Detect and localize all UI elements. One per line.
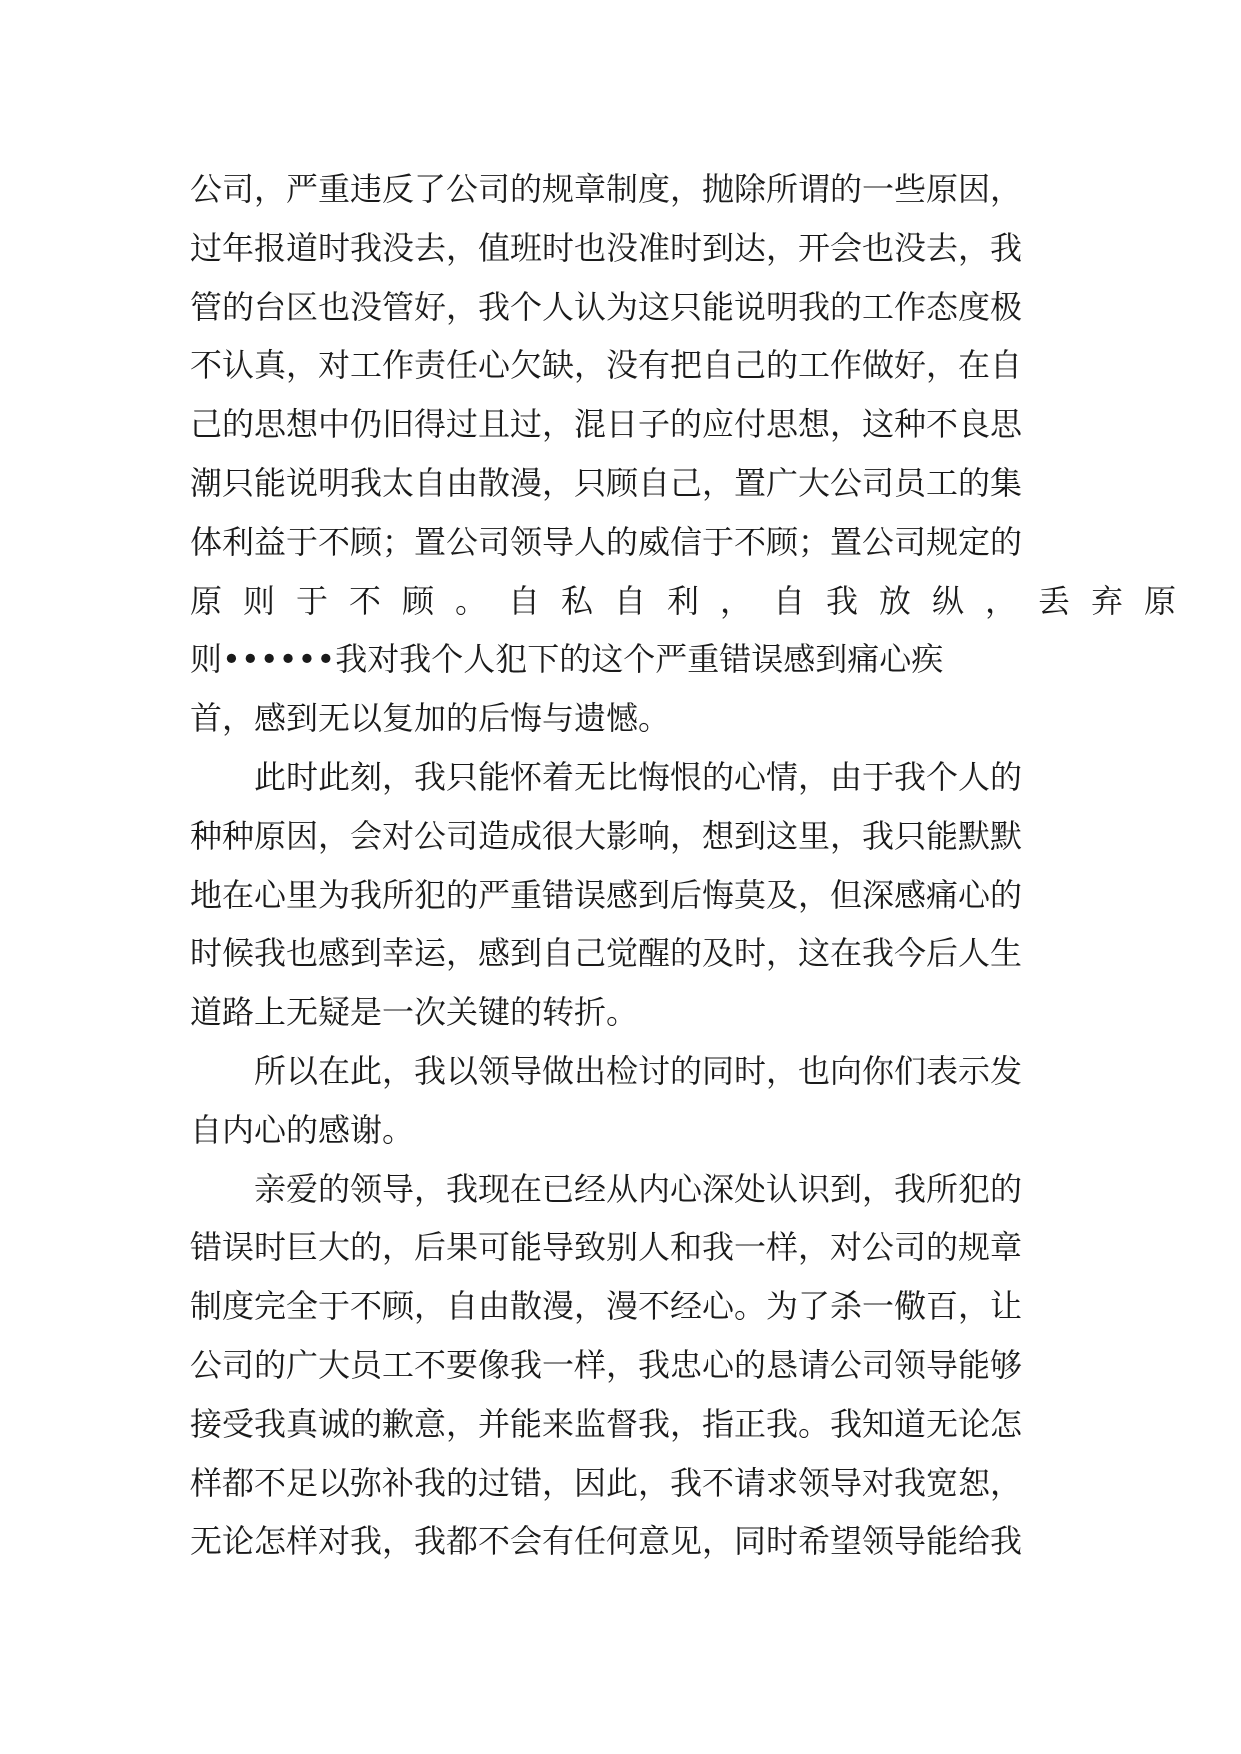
text-line: 地在心里为我所犯的严重错误感到后悔莫及，但深感痛心的 [190,875,1023,914]
paragraph-first-line: 亲爱的领导，我现在已经从内心深处认识到，我所犯的 [254,1169,1023,1208]
text-line: 种种原因，会对公司造成很大影响，想到这里，我只能默默 [190,816,1023,855]
text-line: 管的台区也没管好，我个人认为这只能说明我的工作态度极 [190,287,1023,326]
text-line: 自内心的感谢。 [190,1110,415,1149]
text-line: 无论怎样对我，我都不会有任何意见，同时希望领导能给我 [190,1522,1023,1561]
text-line: 原则于不顾。自私自利，自我放纵，丢弃原 [190,581,1198,620]
paragraph-first-line: 此时此刻，我只能怀着无比悔恨的心情，由于我个人的 [254,757,1023,796]
text-line: 制度完全于不顾，自由散漫，漫不经心。为了杀一儆百，让 [190,1287,1023,1326]
text-line: 不认真，对工作责任心欠缺，没有把自己的工作做好，在自 [190,346,1023,385]
text-line: 错误时巨大的，后果可能导致别人和我一样，对公司的规章 [190,1228,1023,1267]
text-line: 潮只能说明我太自由散漫，只顾自己，置广大公司员工的集 [190,463,1023,502]
text-line: 己的思想中仍旧得过且过，混日子的应付思想，这种不良思 [190,405,1023,444]
text-line: 则••••••我对我个人犯下的这个严重错误感到痛心疾 [190,640,944,679]
text-line: 样都不足以弥补我的过错，因此，我不请求领导对我宽恕， [190,1463,1023,1502]
body-text [190,160,1198,1571]
text-line: 首，感到无以复加的后悔与遗憾。 [190,699,671,738]
text-line: 接受我真诚的歉意，并能来监督我，指正我。我知道无论怎 [190,1404,1023,1443]
text-line: 公司的广大员工不要像我一样，我忠心的恳请公司领导能够 [190,1345,1023,1384]
text-line: 时候我也感到幸运，感到自己觉醒的及时，这在我今后人生 [190,934,1023,973]
text-line: 体利益于不顾；置公司领导人的威信于不顾；置公司规定的 [190,522,1023,561]
text-line: 道路上无疑是一次关键的转折。 [190,993,639,1032]
paragraph-first-line: 所以在此，我以领导做出检讨的同时，也向你们表示发 [254,1051,1023,1090]
text-line: 过年报道时我没去，值班时也没准时到达，开会也没去，我 [190,228,1023,267]
text-line: 公司，严重违反了公司的规章制度，抛除所谓的一些原因， [190,170,1023,208]
